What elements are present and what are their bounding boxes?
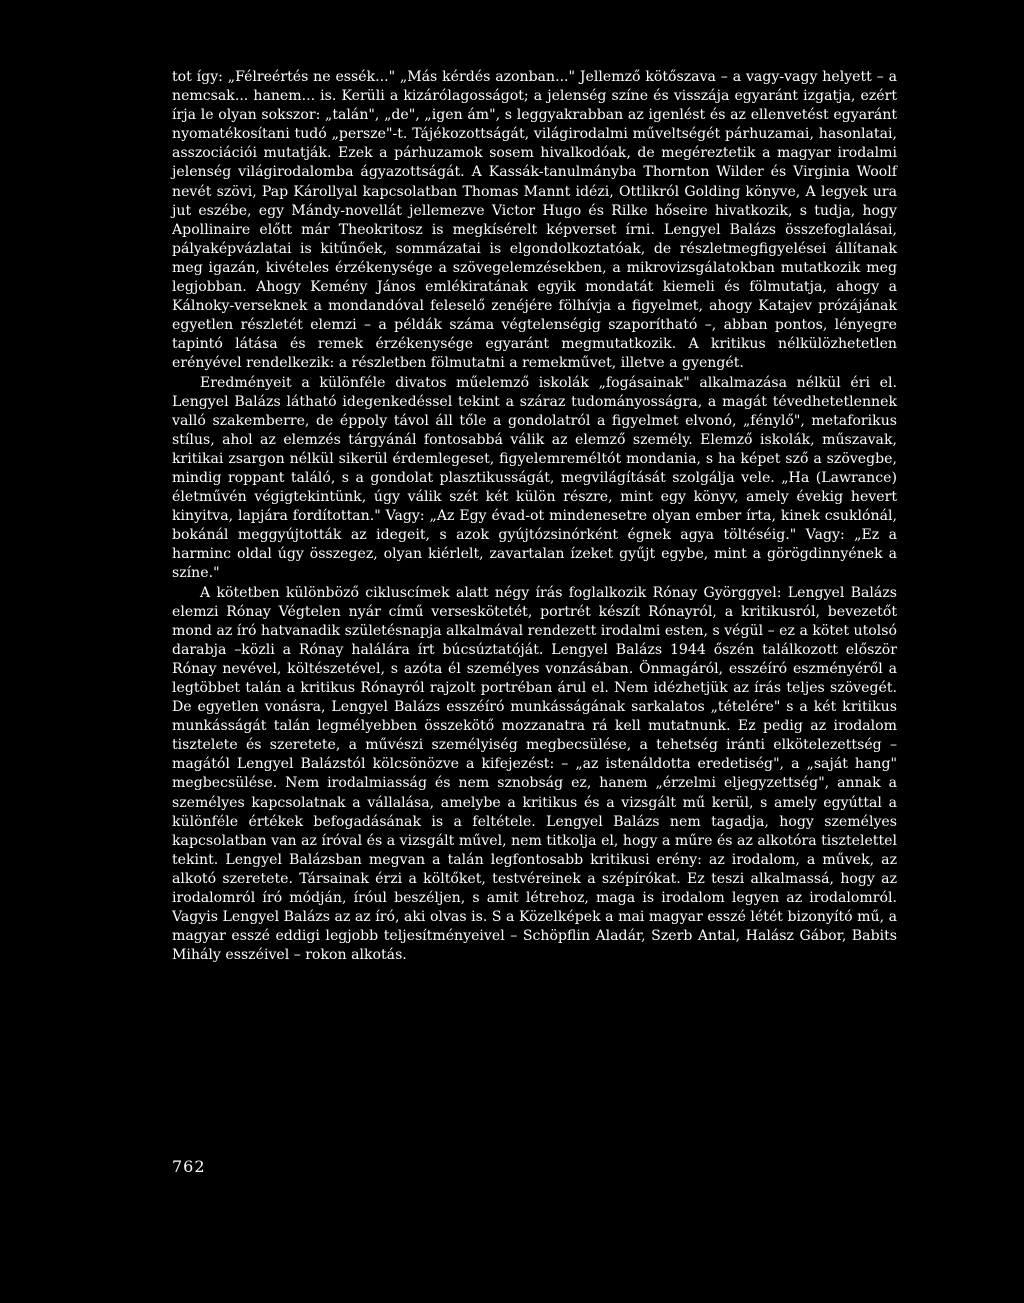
- page-number: 762: [172, 1157, 206, 1176]
- paragraph-2: Eredményeit a különféle divatos műelemző iskolák „fogásainak" alkalmazása nélkül éri el. Lengyel Balázs látható idegenkedéssel tekint a száraz tudományosságra, a magát tévedhetetlennek valló szakemberre, de éppoly távol áll tőle a gondolatról a figyelmet elvonó, „fénylő", metaforikus stílus, ahol az elemzés tárgyánál fontosabbá válik az elemző személy. Elemző iskolák, műszavak, kritikai zsargon nélkül sikerül érdemlegeset, figyelemreméltót mondania, s ha képet sző a szövegbe, mindig roppant találó, s a gondolat plasztikusságát, megvilágítását szolgálja vele. „Ha (Lawrance) életművén végigtekintünk, úgy válik szét két külön részre, mint egy könyv, amely évekig hevert kinyitva, lapjára fordítottan." Vagy: „Az Egy évad-ot mindenesetre olyan ember írta, kinek csuklónál, bokánál meggyújtották az idegeit, s azok gyújtózsinórként égnek agya töltéséig." Vagy: „Ez a harminc oldal úgy összegez, olyan kiérlelt, zavartalan ízeket gyűjt egybe, mint a görögdinnyének a színe.": [172, 374, 897, 582]
- paragraph-3: A kötetben különböző cikluscímek alatt négy írás foglalkozik Rónay Györggyel: Lengyel Balázs elemzi Rónay Végtelen nyár című verseskötetét, portrét készít Rónayról, a kritikusról, bevezetőt mond az író hatvanadik születésnapja alkalmával rendezett irodalmi esten, s végül – ez a kötet utolsó darabja –közli a Rónay halálára írt búcsúztatóját. Lengyel Balázs 1944 őszén találkozott először Rónay nevével, költészetével, s azóta él személyes vonzásában. Önmagáról, esszéíró eszményéről a legtöbbet talán a kritikus Rónayról rajzolt portréban árul el. Nem idézhetjük az írás teljes szövegét. De egyetlen vonásra, Lengyel Balázs esszéíró munkásságának sarkalatos „tételére" s a két kritikus munkásságát talán legmélyebben összekötő mozzanatra rá kell mutatnunk. Ez pedig az irodalom tisztelete és szeretete, a művészi személyiség megbecsülése, a tehetség iránti elkötelezettség – magától Lengyel Balázstól kölcsönözve a kifejezést: – „az istenáldotta eredetiség", a „saját hang" megbecsülése. Nem irodalmiasság és nem sznobság ez, hanem „érzelmi eljegyzettség", annak a személyes kapcsolatnak a vállalása, amelybe a kritikus és a vizsgált mű kerül, s amely egyúttal a különféle értékek befogadásának is a feltétele. Lengyel Balázs nem tagadja, hogy személyes kapcsolatban van az íróval és a vizsgált művel, nem titkolja el, hogy a műre és az alkotóra tisztelettel tekint. Lengyel Balázsban megvan a talán legfontosabb kritikusi erény: az irodalom, a művek, az alkotó szeretete. Társainak érzi a költőket, testvéreinek a szépírókat. Ez teszi alkalmassá, hogy az irodalomról író módján, íróul beszéljen, s amit létrehoz, maga is irodalom legyen az irodalomról. Vagyis Lengyel Balázs az az író, aki olvas is. S a Közelképek a mai magyar esszé létét bizonyító mű, a magyar esszé eddigi legjobb teljesítményeivel – Schöpflin Aladár, Szerb Antal, Halász Gábor, Babits Mihály esszéivel – rokon alkotás.: [172, 584, 897, 964]
- paragraph-1: tot így: „Félreértés ne essék..." „Más kérdés azonban..." Jellemző kötőszava – a vagy-vagy helyett – a nemcsak... hanem... is. Kerüli a kizárólagosságot; a jelenség színe és visszája egyaránt izgatja, ezért írja le olyan sokszor: „talán", „de", „igen ám", s leggyakrabban az igenlést és az ellenvetést egyaránt nyomatékosítani tudó „persze"-t. Tájékozottságát, világirodalmi műveltségét párhuzamai, hasonlatai, asszociációi mutatják. Ezek a párhuzamok sosem hivalkodóak, de megéreztetik a magyar irodalmi jelenség világirodalomba ágyazottságát. A Kassák-tanulmányba Thornton Wilder és Virginia Woolf nevét szövi, Pap Károllyal kapcsolatban Thomas Mannt idézi, Ottlikról Golding könyve, A legyek ura jut eszébe, egy Mándy-novellát jellemezve Victor Hugo és Rilke hőseire hivatkozik, s tudja, hogy Apollinaire előtt már Theokritosz is megkísérelt képverset írni. Lengyel Balázs összefoglalásai, pályaképvázlatai is kitűnőek, sommázatai is elgondolkoztatóak, de részletmegfigyelései állítanak meg igazán, kivételes érzékenysége a szövegelemzésekben, a mikrovizsgálatokban mutatkozik meg legjobban. Ahogy Kemény János emlékiratának egyik mondatát kiemeli és fölmutatja, ahogy a Kálnoky-verseknek a mondandóval feleselő zenéjére fölhívja a figyelmet, ahogy Katajev prózájának egyetlen részletét elemzi – a példák száma végtelenségig szaporítható –, abban pontos, lényegre tapintó látása és remek érzékenysége egyaránt megmutatkozik. A kritikus nélkülözhetetlen erényével rendelkezik: a részletben fölmutatni a remekművet, illetve a gyengét.: [172, 69, 897, 372]
- article-body: [172, 68, 897, 965]
